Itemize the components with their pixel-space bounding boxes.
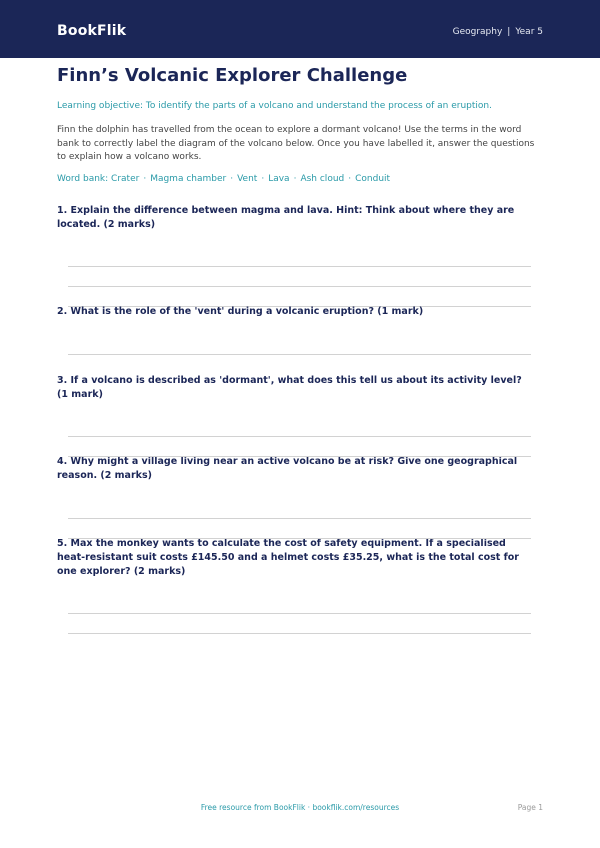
word-bank-divider: · — [261, 174, 265, 184]
subject-label: Geography — [452, 27, 503, 37]
page-header — [0, 0, 600, 58]
learning-objective: Learning objective: To identify the parts of a volcano and understand the process of an eruption. — [57, 101, 492, 111]
answer-line[interactable] — [68, 436, 531, 437]
answer-line[interactable] — [68, 286, 531, 287]
word-bank-divider: · — [293, 174, 297, 184]
year-label: Year 5 — [515, 27, 543, 37]
question-5: 5. Max the monkey wants to calculate the cost of safety equipment. If a specialised heat-resistant suit costs £145.50 and a helmet costs £35.25, what is the total cost for one explorer? (2 marks) — [57, 538, 519, 577]
answer-line[interactable] — [68, 518, 531, 519]
footer-text: Free resource from BookFlik · bookflik.com/resources — [200, 803, 400, 812]
question-4: 4. Why might a village living near an active volcano be at risk? Give one geographical reason. (2 marks) — [57, 456, 518, 481]
answer-line[interactable] — [68, 538, 531, 539]
word-bank-label: Word bank: — [57, 174, 109, 184]
word-bank-term: Magma chamber — [150, 174, 227, 184]
word-bank — [57, 173, 543, 185]
question-3: 3. If a volcano is described as 'dormant', what does this tell us about its activity level? (1 mark) — [57, 375, 522, 400]
word-bank-term: Vent — [237, 174, 258, 184]
word-bank-term: Crater — [111, 174, 140, 184]
answer-line[interactable] — [68, 613, 531, 614]
page-title: Finn’s Volcanic Explorer Challenge — [57, 65, 408, 86]
brand-logo: BookFlik — [57, 23, 127, 39]
answer-line[interactable] — [68, 354, 531, 355]
intro-paragraph: Finn the dolphin has travelled from the ocean to explore a dormant volcano! Use the terms in the word bank to correctly label the diagram of the volcano below. Once you have labelled it, answer the questions to explain how a volcano works. — [57, 125, 535, 162]
meta-separator: | — [507, 27, 511, 37]
word-bank-divider: · — [143, 174, 147, 184]
word-bank-term: Ash cloud — [300, 174, 345, 184]
word-bank-divider: · — [348, 174, 352, 184]
question-1: 1. Explain the difference between magma and lava. Hint: Think about where they are located. (2 marks) — [57, 205, 515, 230]
page-number: Page 1 — [517, 803, 543, 812]
subject-year-label — [453, 27, 543, 37]
question-2: 2. What is the role of the 'vent' during a volcanic eruption? (1 mark) — [57, 306, 424, 317]
answer-line[interactable] — [68, 266, 531, 267]
answer-line[interactable] — [68, 633, 531, 634]
word-bank-term: Conduit — [355, 174, 391, 184]
word-bank-term: Lava — [268, 174, 290, 184]
word-bank-divider: · — [230, 174, 234, 184]
answer-line[interactable] — [68, 456, 531, 457]
